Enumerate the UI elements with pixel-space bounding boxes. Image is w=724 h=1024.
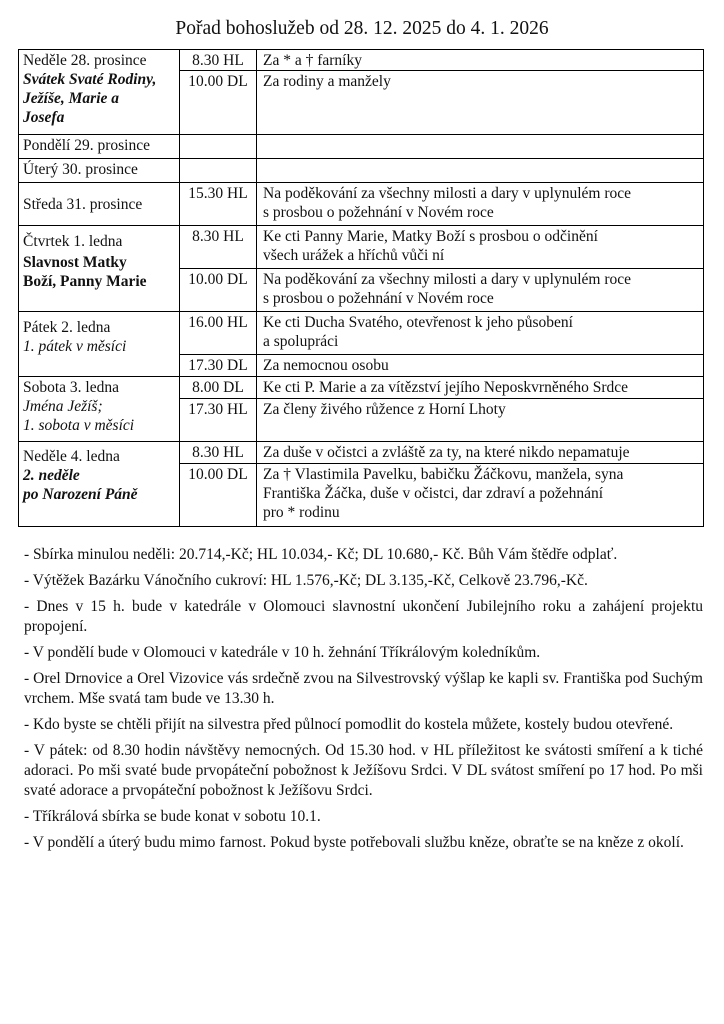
mass-time: 8.30 HL [180,226,257,269]
feast-name: Ježíše, Marie a [23,90,120,107]
intention-text: Františka Žáčka, duše v očistci, dar zdraví a požehnání [263,485,604,502]
intention-text: Ke cti Ducha Svatého, otevřenost k jeho působení [263,314,573,331]
table-row [19,312,704,355]
day-name: Pondělí 29. prosince [23,137,150,154]
intention-text: Ke cti Panny Marie, Matky Boží s prosbou o odčinění [263,228,598,245]
mass-intention [257,50,704,71]
intention-text: a spolupráci [263,333,339,350]
mass-time: 10.00 DL [180,269,257,312]
feast-name: Svátek Svaté Rodiny, [23,71,157,88]
day-name: Sobota 3. ledna [23,379,119,396]
intention-text: Za rodiny a manžely [263,73,391,90]
intention-text: Na poděkování za všechny milosti a dary v uplynulém roce [263,271,632,288]
mass-intention [257,71,704,135]
mass-intention [257,399,704,442]
mass-time: 10.00 DL [180,71,257,135]
day-cell [19,135,180,159]
table-row [19,377,704,399]
mass-time [180,135,257,159]
intention-text: Za † Vlastimila Pavelku, babičku Žáčkovu, manžela, syna [263,466,624,483]
table-row [19,159,704,183]
day-cell [19,377,180,442]
mass-time: 10.00 DL [180,464,257,527]
intention-text: Za duše v očistci a zvláště za ty, na které nikdo nepamatuje [263,444,630,461]
mass-intention [257,159,704,183]
day-name: Pátek 2. ledna [23,319,111,336]
mass-time: 17.30 HL [180,399,257,442]
mass-intention [257,377,704,399]
announcement-item: - V pátek: od 8.30 hodin návštěvy nemocných. Od 15.30 hod. v HL příležitost ke svátosti smíření a k tiché adoraci. Po mši svaté bude prvopáteční pobožnost k Ježíšovu Srdci. V DL svátost smíření po 17 hod. Po mši svaté adorace a prvopáteční pobožnost k Ježíšovu Srdci. [24,742,703,799]
announcement-item: - Výtěžek Bazárku Vánočního cukroví: HL 1.576,-Kč; DL 3.135,-Kč, Celkově 23.796,-Kč. [24,572,588,589]
feast-name: po Narození Páně [23,486,138,503]
table-row [19,183,704,226]
day-cell [19,442,180,527]
day-cell [19,226,180,312]
intention-text: s prosbou o požehnání v Novém roce [263,290,494,307]
day-name: Středa 31. prosince [23,196,143,213]
announcement-item: - Orel Drnovice a Orel Vizovice vás srdečně zvou na Silvestrovský výšlap ke kapli sv. Františka pod Suchým vrchem. Mše svatá tam bude ve 13.30 h. [24,670,703,707]
mass-intention [257,355,704,377]
feast-name: Boží, Panny Marie [23,273,147,290]
announcement-item: - V pondělí bude v Olomouci v katedrále v 10 h. žehnání Tříkrálovým koledníkům. [24,644,541,661]
feast-name: Josefa [23,109,65,126]
feast-name: Jména Ježíš; [23,398,103,415]
intention-text: Na poděkování za všechny milosti a dary v uplynulém roce [263,185,632,202]
feast-name: Slavnost Matky [23,254,127,271]
mass-time: 8.00 DL [180,377,257,399]
intention-text: Ke cti P. Marie a za vítězství jejího Neposkvrněného Srdce [263,379,628,396]
mass-intention [257,269,704,312]
mass-intention [257,183,704,226]
announcement-item: - V pondělí a úterý budu mimo farnost. Pokud byste potřebovali službu kněze, obraťte se na kněze z okolí. [24,834,684,851]
intention-text: Za nemocnou osobu [263,357,389,374]
intention-text: s prosbou o požehnání v Novém roce [263,204,494,221]
mass-time: 15.30 HL [180,183,257,226]
table-row [19,442,704,464]
feast-name: 1. sobota v měsíci [23,417,135,434]
mass-time: 8.30 HL [180,442,257,464]
day-cell [19,183,180,226]
intention-text: Za * a † farníky [263,52,362,69]
day-name: Úterý 30. prosince [23,161,138,178]
mass-intention [257,135,704,159]
mass-schedule-table [18,49,704,527]
mass-time: 8.30 HL [180,50,257,71]
table-row [19,226,704,269]
day-cell [19,50,180,135]
feast-name: 1. pátek v měsíci [23,338,127,355]
intention-text: Za členy živého růžence z Horní Lhoty [263,401,506,418]
announcement-item: - Kdo byste se chtěli přijít na silvestra před půlnocí pomodlit do kostela můžete, kostely budou otevřené. [24,716,674,733]
announcement-item: - Tříkrálová sbírka se bude konat v sobotu 10.1. [24,808,321,825]
intention-text: všech urážek a hříchů vůči ní [263,247,445,264]
day-name: Neděle 28. prosince [23,52,147,69]
mass-intention [257,464,704,527]
mass-time [180,159,257,183]
page-title: Pořad bohoslužeb od 28. 12. 2025 do 4. 1. 2026 [175,18,549,39]
intention-text: pro * rodinu [263,504,340,521]
day-cell [19,312,180,377]
mass-intention [257,442,704,464]
mass-time: 17.30 DL [180,355,257,377]
day-name: Neděle 4. ledna [23,448,120,465]
feast-name: 2. neděle [23,467,80,484]
day-cell [19,159,180,183]
mass-intention [257,226,704,269]
announcements [24,545,703,859]
announcement-item: - Dnes v 15 h. bude v katedrále v Olomouci slavnostní ukončení Jubilejního roku a zahájení projektu propojení. [24,598,703,635]
announcement-item: - Sbírka minulou neděli: 20.714,-Kč; HL 10.034,- Kč; DL 10.680,- Kč. Bůh Vám štědře odplať. [24,546,618,563]
table-row [19,50,704,71]
mass-intention [257,312,704,355]
mass-time: 16.00 HL [180,312,257,355]
table-row [19,135,704,159]
day-name: Čtvrtek 1. ledna [23,233,123,250]
